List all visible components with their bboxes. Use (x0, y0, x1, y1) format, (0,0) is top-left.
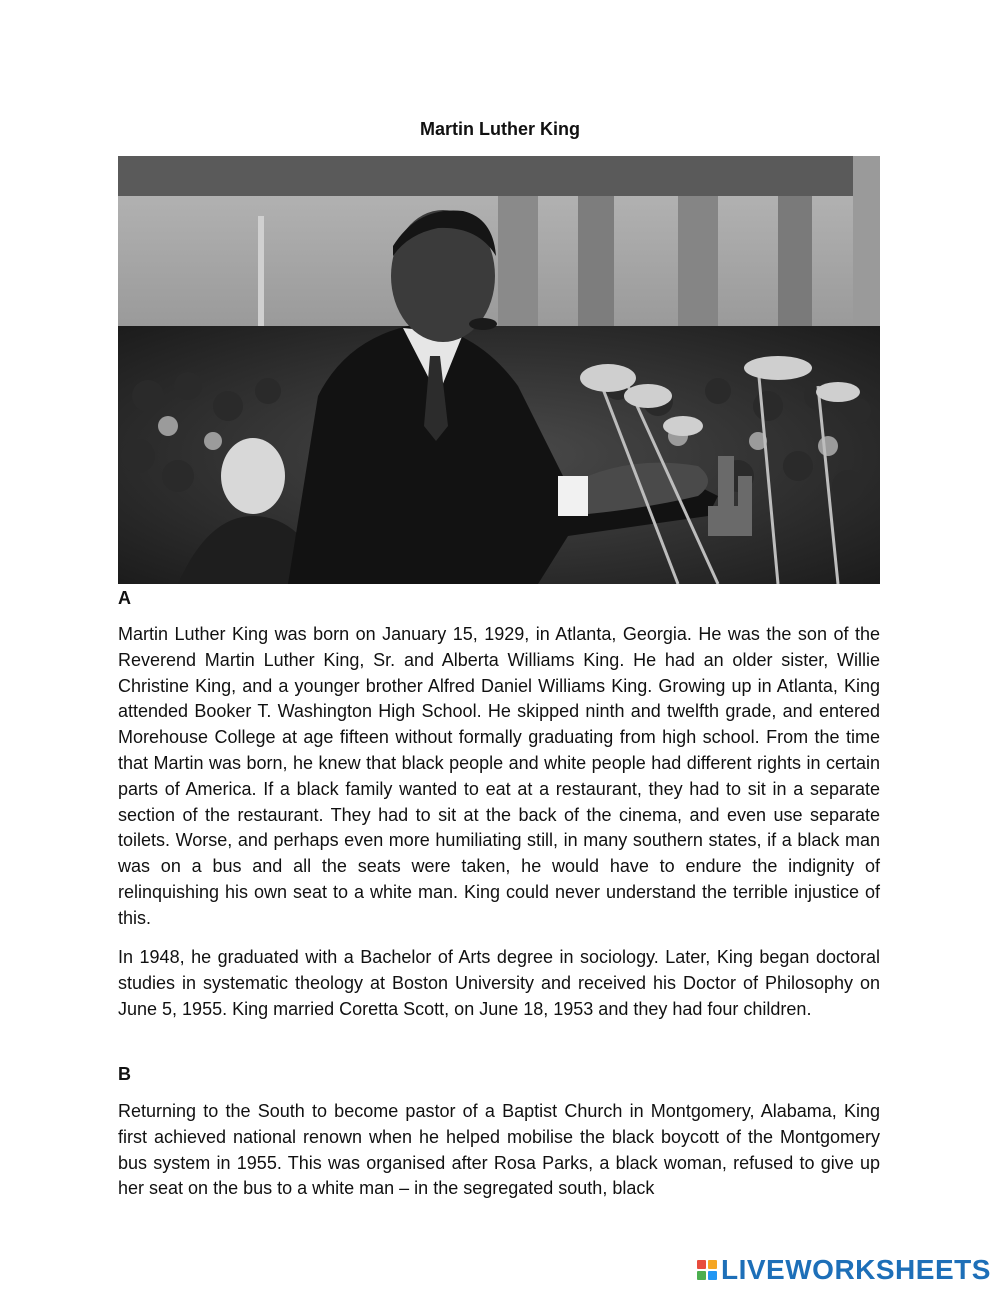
section-a-paragraph-1: Martin Luther King was born on January 15, 1929, in Atlanta, Georgia. He was the son of the Reverend Martin Luther King, Sr. and Alberta Williams King. He had an older sister, Willie Christine King, and a younger brother Alfred Daniel Williams King. Growing up in Atlanta, King attended Booker T. Washington High School. He skipped ninth and twelfth grade, and entered Morehouse College at age fifteen without formally graduating from high school. From the time that Martin was born, he knew that black people and white people had different rights in certain parts of America. If a black family wanted to eat at a restaurant, they had to sit in a separate section of the restaurant. They had to sit at the back of the cinema, and even use separate toilets. Worse, and perhaps even more humiliating still, in many southern states, if a black man was on a bus and all the seats were taken, he would have to endure the indignity of relinquishing his own seat to a white man. King could never understand the terrible injustice of this. (118, 624, 880, 928)
mark-square-orange (708, 1260, 717, 1269)
mark-square-blue (708, 1271, 717, 1280)
section-a-paragraph-2: In 1948, he graduated with a Bachelor of Arts degree in sociology. Later, King began doctoral studies in systematic theology at Boston University and received his Doctor of Philosophy on June 5, 1955. King married Coretta Scott, on June 18, 1953 and they had four children. (118, 947, 880, 1019)
liveworksheets-logo-text: LIVEWORKSHEETS (721, 1254, 991, 1285)
section-letter-a: A (118, 588, 131, 608)
section-b-paragraph-1: Returning to the South to become pastor of a Baptist Church in Montgomery, Alabama, King first achieved national renown when he helped mobilise the black boycott of the Montgomery bus system in 1955. This was organised after Rosa Parks, a black woman, refused to give up her seat on the bus to a white man – in the segregated south, black (118, 1101, 880, 1199)
page-title: Martin Luther King (420, 119, 580, 139)
liveworksheets-logo (697, 1255, 991, 1285)
speech-photo (118, 156, 880, 584)
speech-photo-illustration (118, 156, 880, 584)
liveworksheets-mark-icon (697, 1260, 717, 1280)
mark-square-red (697, 1260, 706, 1269)
mark-square-green (697, 1271, 706, 1280)
section-letter-b: B (118, 1064, 131, 1084)
